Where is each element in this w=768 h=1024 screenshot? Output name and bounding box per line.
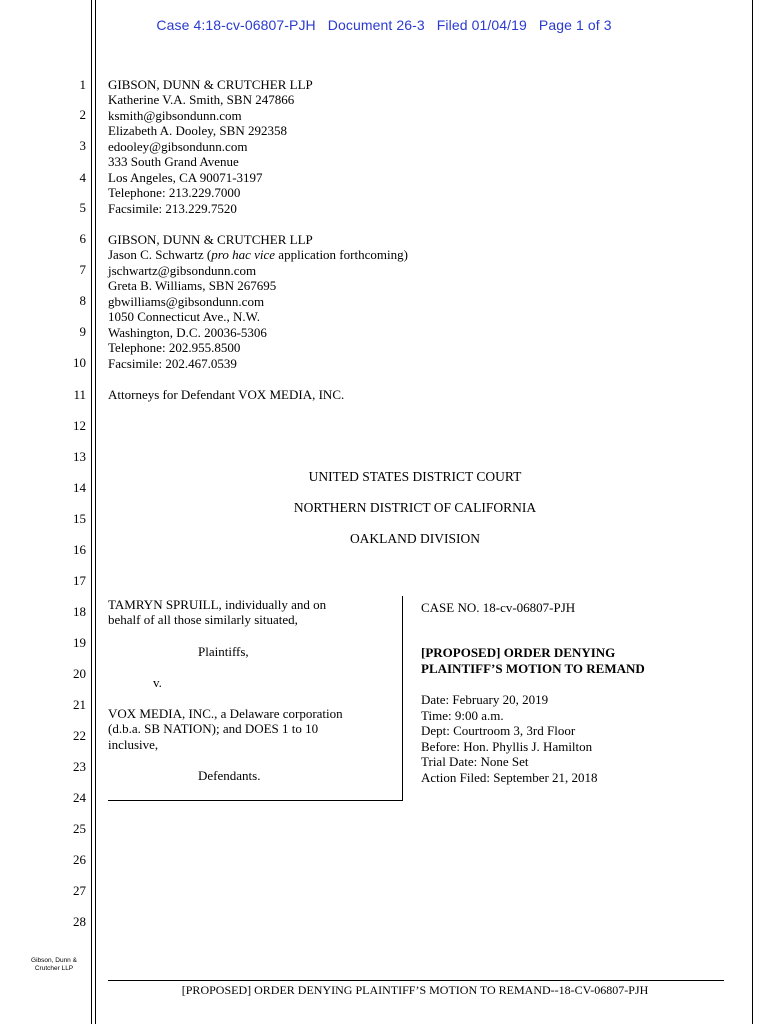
firm-footer-line: Crutcher LLP <box>34 965 74 972</box>
line-number: 14 <box>73 480 86 495</box>
address-line: Los Angeles, CA 90071-3197 <box>108 170 263 185</box>
caption-divider <box>402 596 403 801</box>
ecf-page-count: Page 1 of 3 <box>538 17 612 33</box>
address-line: Washington, D.C. 20036-5306 <box>108 325 267 340</box>
court-division: OAKLAND DIVISION <box>349 531 481 546</box>
defendant-line: (d.b.a. SB NATION); and DOES 1 to 10 <box>108 721 319 736</box>
firm-name: GIBSON, DUNN & CRUTCHER LLP <box>108 77 313 92</box>
facsimile-line: Facsimile: 213.229.7520 <box>108 201 237 216</box>
attorney-email[interactable]: edooley@gibsondunn.com <box>108 139 248 154</box>
caption-bottom-rule <box>108 800 402 801</box>
line-number: 22 <box>73 728 86 743</box>
hearing-dept: Dept: Courtroom 3, 3rd Floor <box>421 723 576 738</box>
hearing-judge: Before: Hon. Phyllis J. Hamilton <box>421 739 593 754</box>
hearing-time: Time: 9:00 a.m. <box>421 708 504 723</box>
attorney-email[interactable]: ksmith@gibsondunn.com <box>108 108 242 123</box>
line-number: 12 <box>73 418 86 433</box>
line-number: 20 <box>73 666 86 681</box>
address-line: 1050 Connecticut Ave., N.W. <box>108 309 261 324</box>
line-number: 4 <box>79 170 86 185</box>
case-number: CASE NO. 18-cv-06807-PJH <box>421 600 576 615</box>
address-line: 333 South Grand Avenue <box>108 154 239 169</box>
court-district: NORTHERN DISTRICT OF CALIFORNIA <box>293 500 537 515</box>
document-title: PLAINTIFF’S MOTION TO REMAND <box>421 661 645 676</box>
document-title: [PROPOSED] ORDER DENYING <box>421 645 616 660</box>
line-number: 11 <box>73 387 86 402</box>
telephone-line: Telephone: 202.955.8500 <box>108 340 241 355</box>
line-number: 23 <box>73 759 86 774</box>
court-name: UNITED STATES DISTRICT COURT <box>308 469 522 484</box>
left-margin-rule <box>91 0 92 1024</box>
line-number: 19 <box>73 635 86 650</box>
attorney-name: Jason C. Schwartz ( <box>108 247 212 262</box>
attorney-line <box>108 247 408 263</box>
line-number: 3 <box>79 138 86 153</box>
defendant-line: VOX MEDIA, INC., a Delaware corporation <box>108 706 343 721</box>
line-number: 25 <box>73 821 86 836</box>
attorney-email[interactable]: jschwartz@gibsondunn.com <box>108 263 257 278</box>
line-number: 28 <box>73 914 86 929</box>
line-number: 21 <box>73 697 86 712</box>
line-number: 13 <box>73 449 86 464</box>
line-number: 17 <box>73 573 86 588</box>
firm-footer-label <box>24 957 84 973</box>
telephone-line: Telephone: 213.229.7000 <box>108 185 241 200</box>
plaintiffs-label: Plaintiffs, <box>198 644 249 659</box>
versus-label: v. <box>153 675 162 690</box>
plaintiff-line: TAMRYN SPRUILL, individually and on <box>108 597 327 612</box>
firm-name: GIBSON, DUNN & CRUTCHER LLP <box>108 232 313 247</box>
defendants-label: Defendants. <box>198 768 261 783</box>
footer-rule <box>108 980 724 981</box>
line-number: 1 <box>79 77 86 92</box>
action-filed: Action Filed: September 21, 2018 <box>421 770 598 785</box>
attorney-email[interactable]: gbwilliams@gibsondunn.com <box>108 294 265 309</box>
attorneys-for: Attorneys for Defendant VOX MEDIA, INC. <box>108 387 345 402</box>
line-number: 9 <box>79 324 86 339</box>
line-number: 8 <box>79 293 86 308</box>
ecf-case-number: Case 4:18-cv-06807-PJH <box>156 17 316 33</box>
document-footer: [PROPOSED] ORDER DENYING PLAINTIFF’S MOTION TO REMAND--18-CV-06807-PJH <box>181 983 649 997</box>
attorney-line: Greta B. Williams, SBN 267695 <box>108 278 277 293</box>
line-number: 27 <box>73 883 86 898</box>
attorney-suffix: application forthcoming) <box>275 247 408 262</box>
attorney-line: Katherine V.A. Smith, SBN 247866 <box>108 92 295 107</box>
firm-footer-line: Gibson, Dunn & <box>31 957 77 964</box>
trial-date: Trial Date: None Set <box>421 754 529 769</box>
line-number: 26 <box>73 852 86 867</box>
line-number: 7 <box>79 262 86 277</box>
left-margin-rule-inner <box>95 0 96 1024</box>
pro-hac-vice-text: pro hac vice <box>211 247 276 262</box>
line-number: 18 <box>73 604 86 619</box>
right-margin-rule <box>752 0 753 1024</box>
facsimile-line: Facsimile: 202.467.0539 <box>108 356 237 371</box>
line-number: 2 <box>79 107 86 122</box>
ecf-header <box>0 17 768 33</box>
attorney-line: Elizabeth A. Dooley, SBN 292358 <box>108 123 287 138</box>
ecf-document-number: Document 26-3 <box>327 17 425 33</box>
line-number: 16 <box>73 542 86 557</box>
line-number: 15 <box>73 511 86 526</box>
line-number: 6 <box>79 231 86 246</box>
hearing-date: Date: February 20, 2019 <box>421 692 549 707</box>
ecf-filed-date: Filed 01/04/19 <box>436 17 527 33</box>
plaintiff-line: behalf of all those similarly situated, <box>108 612 298 627</box>
line-number: 5 <box>79 200 86 215</box>
line-number: 24 <box>73 790 86 805</box>
defendant-line: inclusive, <box>108 737 159 752</box>
line-number: 10 <box>73 355 86 370</box>
